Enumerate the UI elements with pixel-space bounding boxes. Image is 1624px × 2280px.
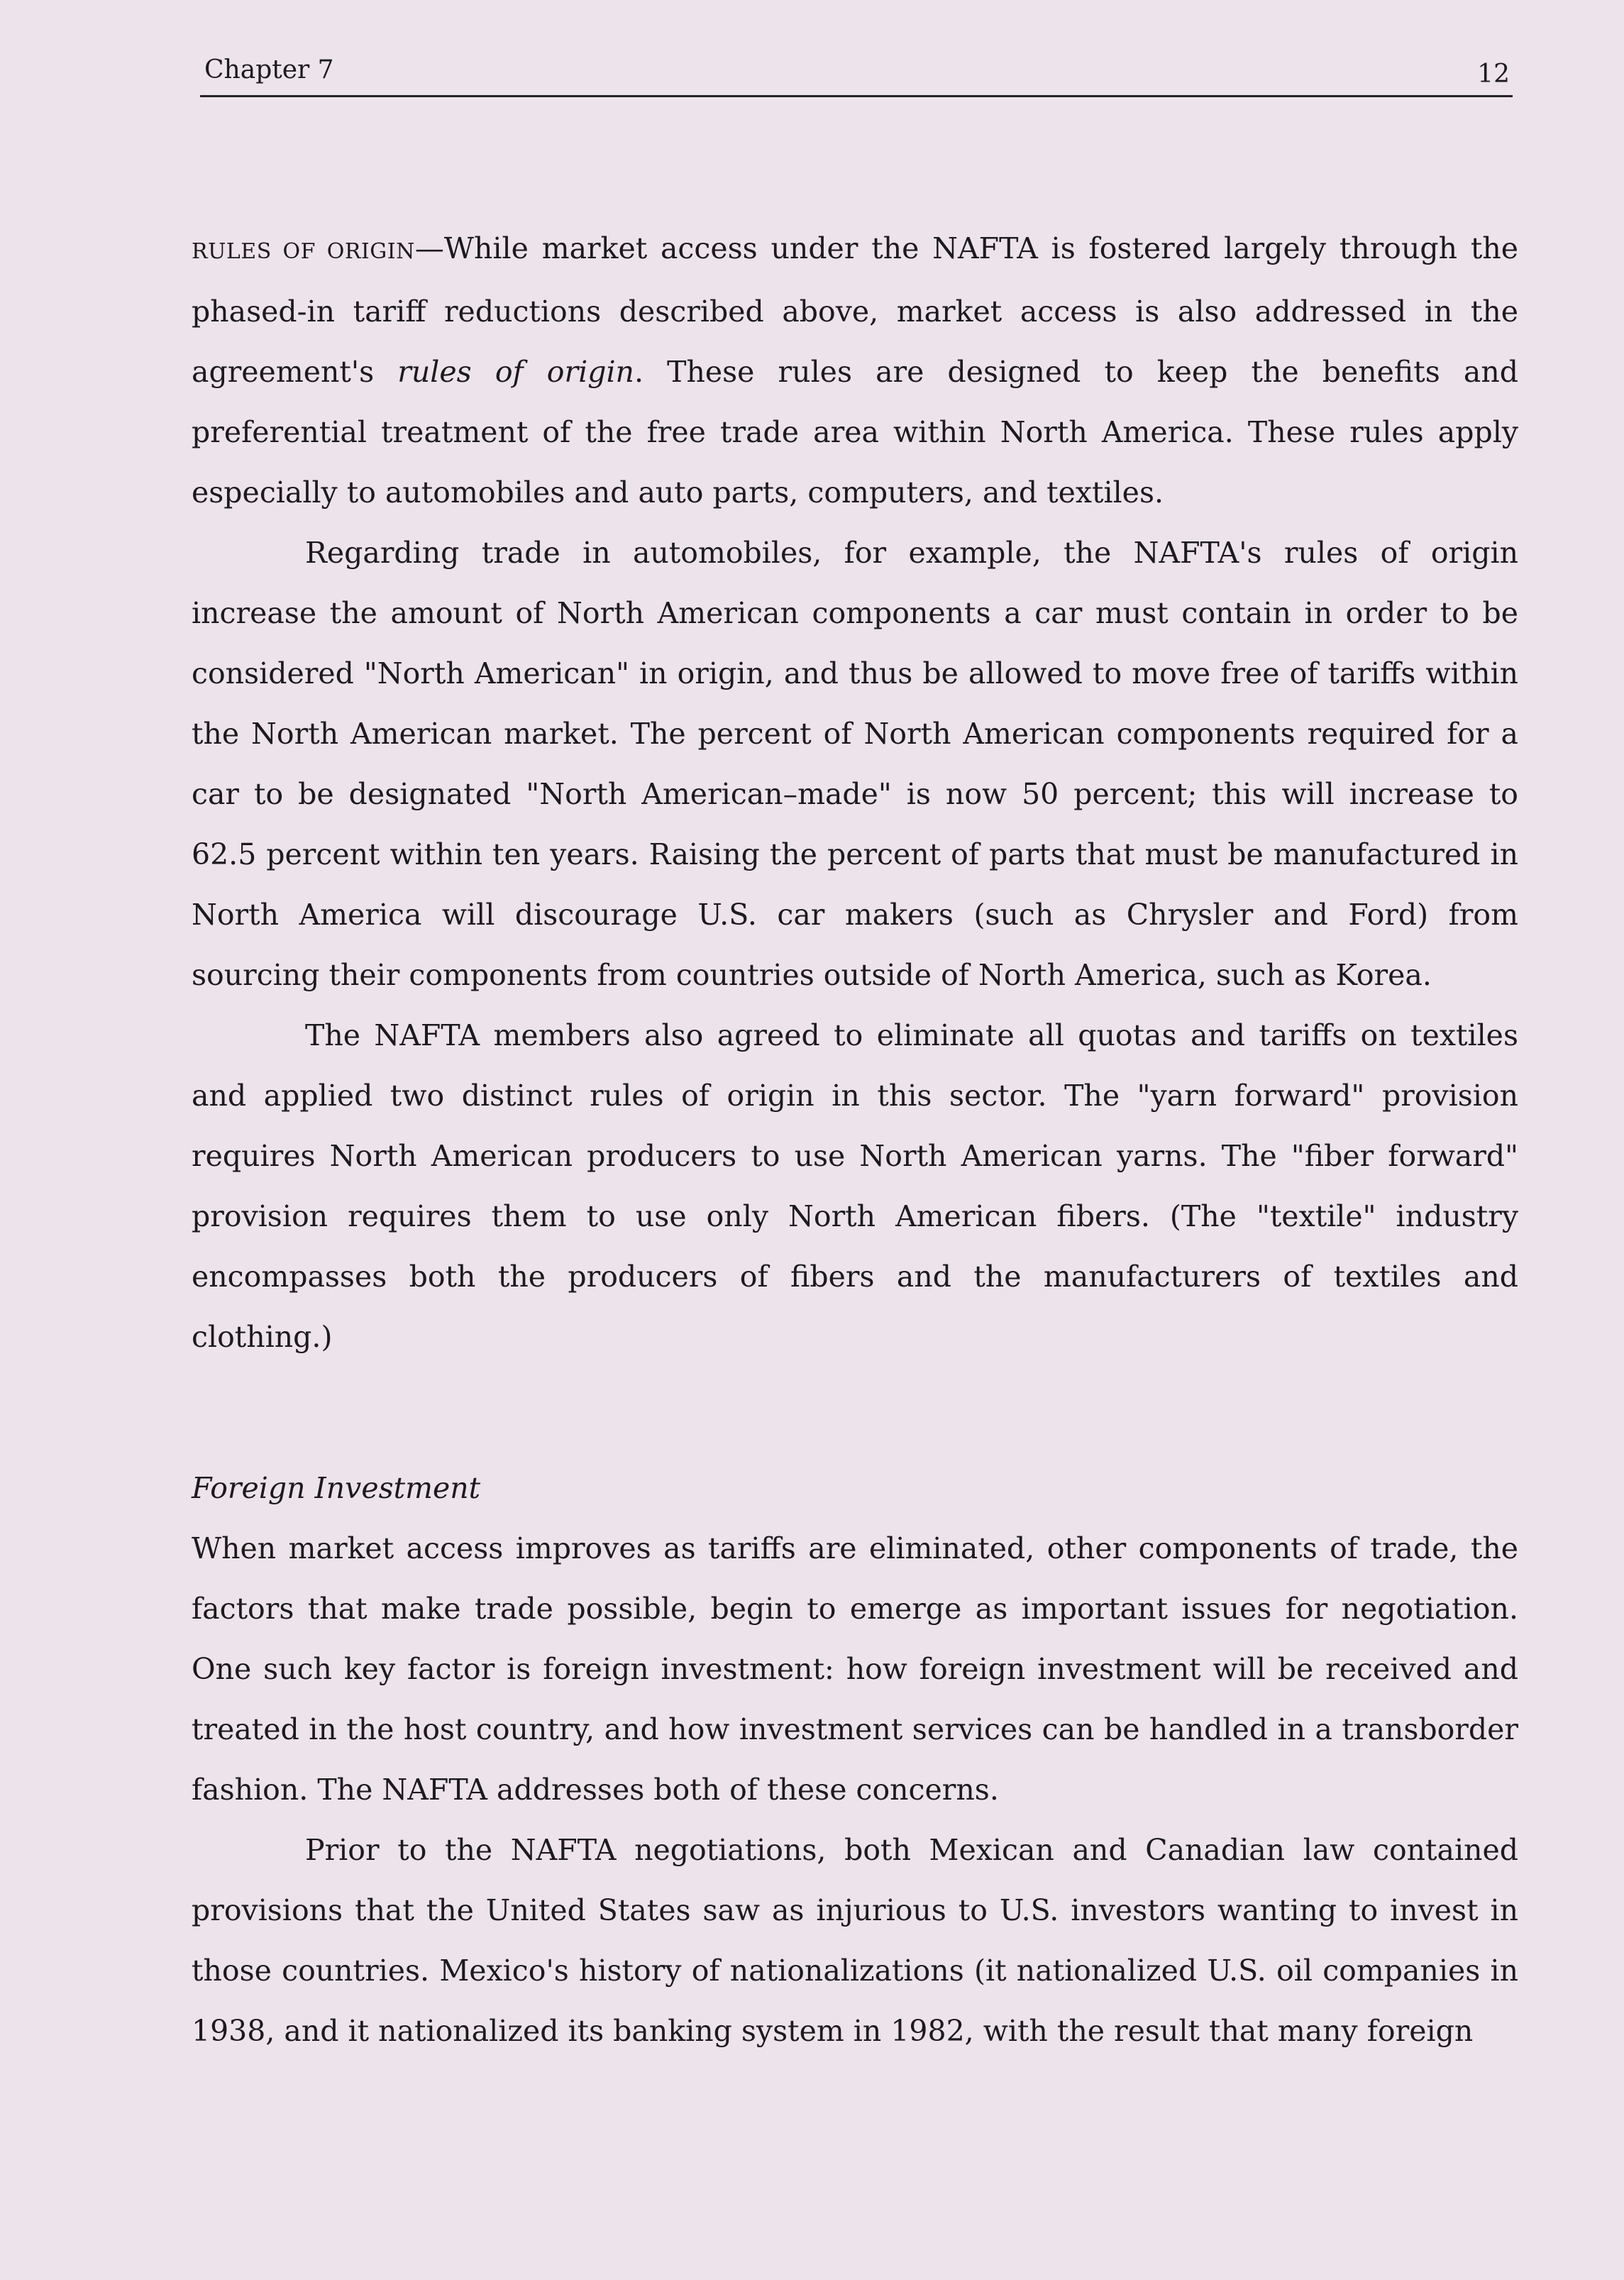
paragraph-textiles: The NAFTA members also agreed to eliminate all quotas and tariffs on textiles and applied two distinct rules of origin in this sector. The "yarn forward" provision requires North American producers to use North American yarns. The "fiber forward" provision requires them to use only North American fibers. (The "textile" industry encompasses both the producers of fibers and the manufacturers of textiles and clothing.) [192, 1018, 1518, 1354]
italic-term: rules of origin [397, 355, 634, 389]
page-number: 12 [1477, 60, 1510, 89]
body-text [192, 219, 1518, 2061]
paragraph-automobiles: Regarding trade in automobiles, for example, the NAFTA's rules of origin increase the amount of North American components a car must contain in order to be considered "North American" in origin, and thus be allowed to move free of tariffs within the North American market. The percent of North American components required for a car to be designated "North American–made" is now 50 percent; this will increase to 62.5 percent within ten years. Raising the percent of parts that must be manufactured in North America will discourage U.S. car makers (such as Chrysler and Ford) from sourcing their components from countries outside of North America, such as Korea. [192, 536, 1518, 992]
paragraph-prior-negotiations: Prior to the NAFTA negotiations, both Mexican and Canadian law contained provisions that the United States saw as injurious to U.S. investors wanting to invest in those countries. Mexico's history of nationalizations (it nationalized U.S. oil companies in 1938, and it nationalized its banking system in 1982, with the result that many foreign [192, 1833, 1518, 2048]
paragraph-text: . These rules are designed to keep the benefits and preferential treatment of the free trade area within North America. These rules apply especially to automobiles and auto parts, computers, and textiles. [192, 355, 1519, 510]
paragraph-investment: When market access improves as tariffs are eliminated, other components of trade, the factors that make trade possible, begin to emerge as important issues for negotiation. One such key factor is foreign investment: how foreign investment will be received and treated in the host country, and how investment services can be handled in a transborder fashion. The NAFTA addresses both of these concerns. [192, 1531, 1518, 1807]
paragraph-text: —While market access under the NAFTA is fostered largely through the phased-in tariff reductions described above, market access is also addressed in the agreement's [192, 231, 1518, 389]
section-lead-in: RULES OF ORIGIN [192, 239, 415, 264]
paragraph-rules-of-origin [192, 219, 1518, 523]
chapter-label: Chapter 7 [204, 55, 334, 84]
section-heading: Foreign Investment [192, 1471, 481, 1505]
running-header [200, 53, 1513, 97]
